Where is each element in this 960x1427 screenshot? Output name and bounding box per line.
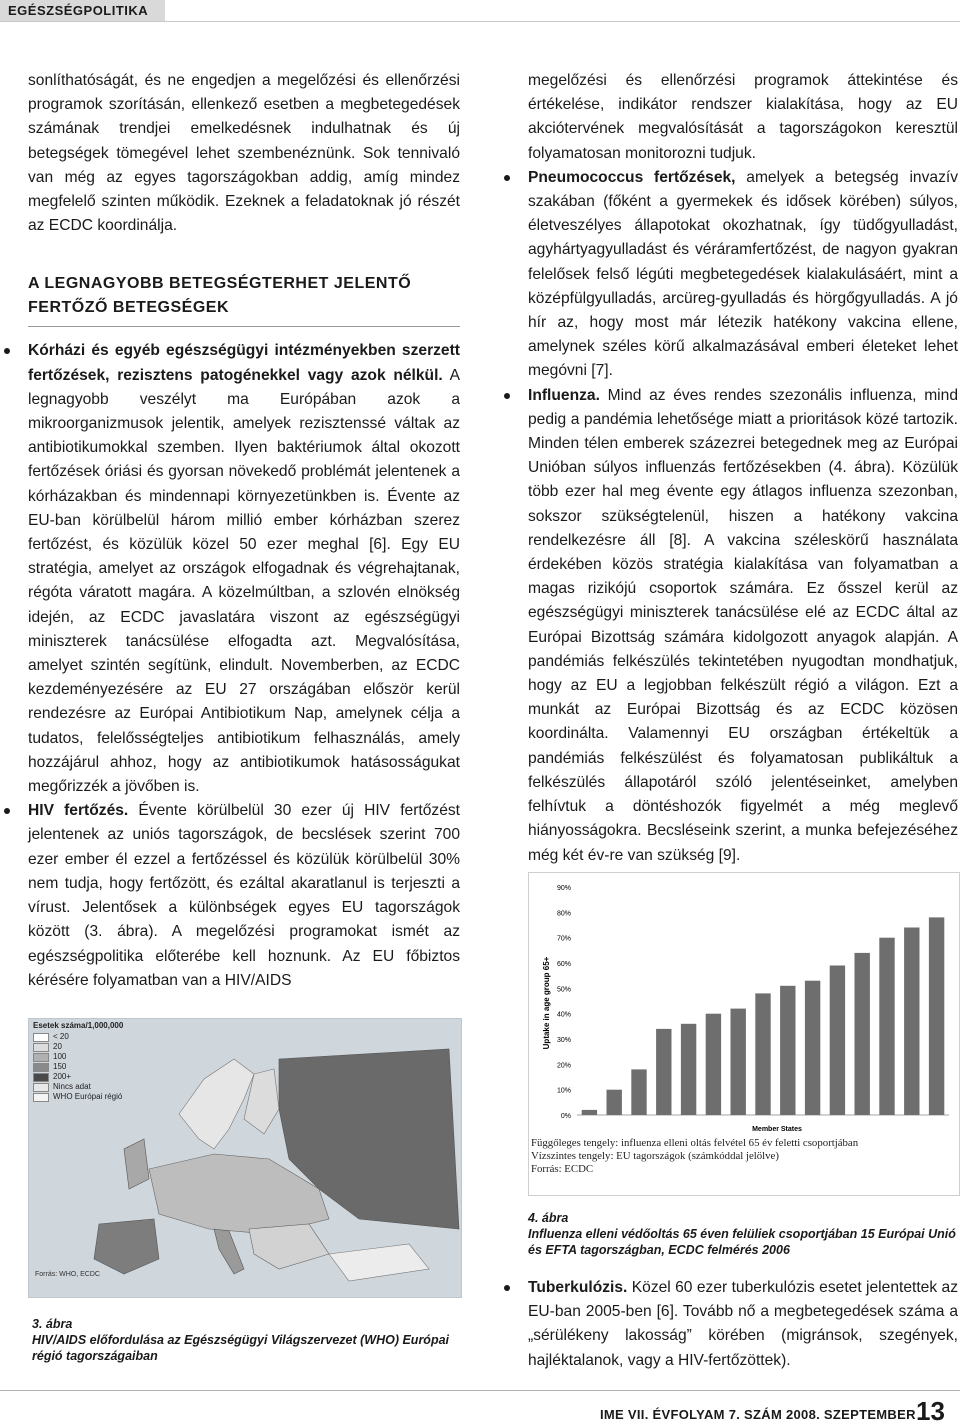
bullet-text: A legnagyobb veszélyt ma Európában azok a mikroorganizmusok jelentik, amelyek rezisztenssé váltak az antibiotikumokkal szemben. Ilyen baktériumok által okozott fertőzések óriási és gyorsan növekedő problémát jelentenek a kórházakban és mindennapi környezetünkben is. Évente az EU-ban körülbelül három millió ember kórházban szerez fertőzést, és közülük közel 50 ezer meghal [6]. Egy EU stratégia, amelyet az országok elfogadnak és végrehajtanak, régóta váratott magára. A közelmúltban, a szlovén elnökség idején, az ECDC javaslatára viszont az egészségügyi miniszterek tanácsülése elfogadta azt. Megvalósítása, amelyet szintén segítünk, elindult. Novemberben, az ECDC kezdeményezésére az EU 27 országában először kerül rendezésre az Európai Antibiotikum Nap, amelynek célja a tudatos, felelősségteljes antibiotikum felhasználás, amely hozzájárul ahhoz, hogy az antibiotikumok hatásosságukat megőrizzék a jövőben is. [28,366,460,796]
y-tick-label: 50% [556,986,571,994]
bullet-hiv [28,799,460,993]
legend-item [33,1032,123,1042]
heading-rule [28,326,460,327]
y-tick-label: 20% [556,1062,571,1070]
legend-item [33,1092,123,1102]
bullet-text: Közel 60 ezer tuberkulózis esetet jelentettek az EU-ban 2005-ben [6]. Tovább nő a megbetegedések száma a „sérülékeny lakosság” körében (migránsok, szegények, hajléktalanok, vagy a HIV-fertőzöttek). [528,1279,958,1369]
bar-member-state [731,1009,746,1115]
bullet-dot [4,808,10,814]
map-legend [33,1021,123,1102]
hiv-europe-map [28,1018,462,1298]
figure-4-caption [528,1210,958,1258]
bullet-dot [4,348,10,354]
legend-swatch [33,1083,49,1092]
legend-item [33,1062,123,1072]
bar-member-state [904,928,919,1116]
chart-note-horizontal: Vízszintes tengely: EU tagországok (számkóddal jelölve) [531,1150,779,1162]
legend-label: 100 [53,1052,67,1061]
legend-item [33,1052,123,1062]
bullet-text: Évente körülbelül 30 ezer új HIV fertőzést jelentenek az uniós tagországok, de becslések szerint 700 ezer ember él ezzel a fertőzéssel és közülük körülbelül 30% nem tudja, hogy fertőzött, és ezáltal akaratlanul is terjeszti a vírust. Jelentősek a különbségek egyes EU tagországok között (3. ábra). A megelőzési programokat ismét az egészségpolitika előterébe kell hoznunk. Az EU főbiztos kérésére folyamatban van a HIV/AIDS [28,802,460,989]
bullet-title: Kórházi és egyéb egészségügyi intézményekben szerzett fertőzések, rezisztens patogénekkel vagy azok nélkül. [28,342,460,384]
legend-rows [33,1032,123,1102]
bullet-pneumococcus [528,166,958,384]
legend-swatch [33,1033,49,1042]
chart-xlabel: Member States [752,1126,802,1133]
legend-label: 200+ [53,1072,72,1081]
y-tick-label: 80% [556,910,571,918]
map-source: Forrás: WHO, ECDC [35,1271,100,1278]
influenza-chart-figure [528,872,960,1196]
figure-3-caption [32,1316,462,1364]
y-tick-label: 10% [556,1087,571,1095]
chart-notes [531,1137,955,1176]
chart-note-vertical: Függőleges tengely: influenza elleni oltás felvétel 65 év feletti csoportjában [531,1137,859,1149]
right-column [528,69,958,868]
legend-swatch [33,1063,49,1072]
bar-member-state [706,1014,721,1115]
legend-label: 150 [53,1062,67,1071]
legend-item [33,1072,123,1082]
left-column [28,69,460,993]
bullet-title: Influenza. [528,386,600,404]
legend-swatch [33,1043,49,1052]
bar-member-state [855,953,870,1115]
balkans-shape [249,1224,329,1269]
chart-note-source: Forrás: ECDC [531,1163,594,1175]
y-tick-label: 30% [556,1037,571,1044]
bar-member-state [607,1090,622,1115]
y-tick-label: 0% [560,1113,571,1120]
journal-issue: IME VII. ÉVFOLYAM 7. SZÁM 2008. SZEPTEMBER [600,1407,916,1422]
y-tick-label: 60% [556,961,571,968]
y-tick-label: 40% [556,1011,571,1019]
header-rule [0,21,960,22]
section-label: EGÉSZSÉGPOLITIKA [0,0,165,22]
legend-label: WHO Európai régió [53,1092,123,1101]
y-tick-label: 70% [556,935,571,943]
bullet-dot [504,1285,510,1291]
influenza-bar-chart [529,873,959,1135]
y-tick-label: 90% [556,885,571,892]
footer-rule [0,1390,960,1391]
bullet-influenza [528,384,958,868]
figure-3-number: 3. ábra [32,1317,73,1331]
bullet-dot [504,393,510,399]
bullet-text: amelyek a betegség invazív szakában (főként a gyermekek és idősek körében) súlyos, életveszélyes állapotokat okozhatnak, így tüdőgyulladást, agyhártyagyulladást és véráramfertőzést, de nagyon gyakran felelősek felső légúti megbetegedések kialakulásáért, mint a középfülgyulladás, arcüreg-gyulladás és hörgőgyulladás. A jó hír az, hogy most már létezik hatékony vakcina ellene, amelynek széles körű alkalmazásával emberi életeket lehet megóvni [7]. [528,168,959,380]
bar-member-state [929,917,944,1115]
figure-4-text: Influenza elleni védőoltás 65 éven felüliek csoportjában 15 Európai Unió és EFTA tagországban, ECDC felmérés 2006 [528,1227,956,1257]
legend-label: < 20 [53,1032,69,1041]
iberia-shape [94,1219,159,1274]
legend-item [33,1082,123,1092]
italy-shape [214,1229,244,1274]
scandinavia-shape [179,1059,254,1149]
bar-member-state [780,986,795,1115]
legend-title: Esetek száma/1,000,000 [33,1021,124,1030]
turkey-shape [329,1244,429,1281]
bar-member-state [830,966,845,1116]
bullet-title: Tuberkulózis. [528,1279,628,1296]
legend-item [33,1042,123,1052]
figure-3-text: HIV/AIDS előfordulása az Egészségügyi Világszervezet (WHO) Európai régió tagországaiban [32,1333,449,1363]
legend-label: 20 [53,1042,62,1051]
bar-member-state [631,1069,646,1115]
bar-member-state [681,1024,696,1115]
legend-swatch [33,1073,49,1082]
chart-ylabel: Uptake in age group 65+ [542,956,551,1050]
bar-member-state [656,1029,671,1115]
section-heading: A LEGNAGYOBB BETEGSÉGTERHET JELENTŐ FERTŐZŐ BETEGSÉGEK [28,275,412,317]
page-number: 13 [916,1396,945,1426]
right-column-lower [528,1276,958,1373]
bullet-dot [504,175,510,181]
legend-swatch [33,1093,49,1102]
bar-member-state [879,938,894,1115]
bullet-title: HIV fertőzés. [28,802,129,820]
bar-member-state [805,981,820,1115]
legend-label: Nincs adat [53,1082,91,1091]
bullet-title: Pneumococcus fertőzések, [528,168,736,186]
page-header [0,0,960,22]
left-intro-paragraph: sonlíthatóságát, és ne engedjen a megelőzési és ellenőrzési programok szorításán, ellenkező esetben a megbetegedések számának trendjei emelkedésnek indulhatnak és új betegségek tömegével lehet szembenéznünk. Sok tennivaló van még az egyes tagországokban addig, amíg mindez megfelelő szinten működik. Ezeknek a feladatoknak jó részét az ECDC koordinálja. [28,72,460,235]
right-intro-paragraph: megelőzési és ellenőrzési programok áttekintése és értékelése, indikátor rendszer kialakítása, hogy az EU akciótervének megvalósítását a tagországokon keresztül folyamatosan monitorozni tudjuk. [528,72,958,162]
figure-4-number: 4. ábra [528,1211,569,1225]
bar-member-state [755,993,770,1115]
bullet-tuberculosis [528,1276,958,1373]
british-isles-shape [124,1139,149,1189]
bullet-text: Mind az éves rendes szezonális influenza, mind pedig a pandémia lehetősége miatt a prioritások közé tartozik. Minden télen emberek százezrei betegednek meg az Európai Unióban súlyos influenzás fertőzésekben (4. ábra). Közülük több ezer hal meg évente egy átlagos influenza szezonban, sokszor szükségtelenül, hiszen a hatékony vakcina rendelkezésre áll [8]. A vakcina széleskörű használata érdekében közös stratégia kialakítása van folyamatban a magas rizikójú csoportok számára. Ez ősszel kerül az egészségügyi miniszterek tanácsülése elé az ECDC által az Európai Bizottság számára kidolgozott anyagok alapján. A pandémiás felkészülés tekintetében nyugodtan mondhatjuk, hogy az EU a legjobban felkészült régió a világon. Ezt a munkát az Európai Bizottság és az ECDC közösen koordinálta. Valamennyi EU országban értékeltük a pandémiás felkészülést és folyamatosan publikáltuk a felkészülés állapotáról szóló jelentéseinket, amelyben felhívtuk a döntéshozók figyelmét a még meglevő hiányosságokra. Becsléseink szerint, a munka befejezéséhez még két év-re van szükség [9]. [528,386,958,864]
legend-swatch [33,1053,49,1062]
bullet-hospital-infections [28,339,460,799]
bar-member-state [582,1110,597,1115]
